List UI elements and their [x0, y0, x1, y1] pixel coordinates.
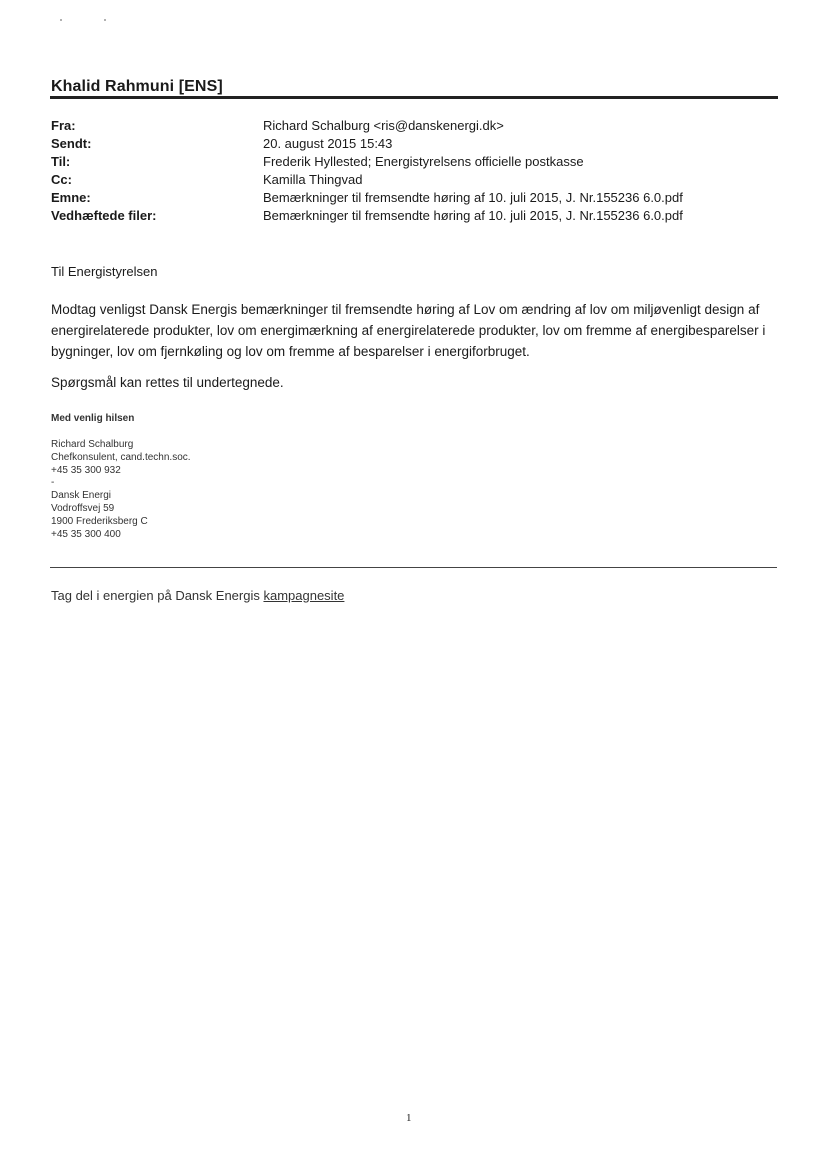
signature-phone: +45 35 300 932: [51, 464, 121, 476]
email-meta-table: [51, 117, 781, 225]
meta-row-from: [51, 117, 781, 135]
signature-company-phone: +45 35 300 400: [51, 528, 121, 540]
meta-label: Sendt:: [51, 136, 92, 151]
meta-value-sent-date: 20. august 2015 15:43: [263, 136, 393, 151]
meta-row-to: [51, 153, 781, 171]
campaign-footer: [51, 588, 344, 603]
meta-value-subject: Bemærkninger til fremsendte høring af 10. juli 2015, J. Nr.155236 6.0.pdf: [263, 190, 683, 205]
signature-block: [51, 439, 191, 541]
meta-row-attachments: [51, 207, 781, 225]
meta-label: Fra:: [51, 118, 76, 133]
signature-street: Vodroffsvej 59: [51, 502, 115, 514]
page-number: 1: [406, 1112, 412, 1124]
meta-value-sender: Richard Schalburg <ris@danskenergi.dk>: [263, 118, 504, 133]
meta-row-subject: [51, 189, 781, 207]
meta-label: Til:: [51, 154, 71, 169]
meta-value-attachment: Bemærkninger til fremsendte høring af 10. juli 2015, J. Nr.155236 6.0.pdf: [263, 208, 683, 223]
message-body: Modtag venligst Dansk Energis bemærkninger til fremsendte høring af Lov om ændring af lov om miljøvenligt design af energirelaterede produkter, lov om energimærkning af energirelaterede produkter, lov om fremme af energibesparelser i bygninger, lov om fjernkøling og lov om fremme af besparelser i energiforbruget.: [51, 302, 766, 359]
header-divider: [50, 96, 778, 99]
meta-label: Emne:: [51, 190, 91, 205]
message-greeting: Til Energistyrelsen: [51, 264, 158, 279]
meta-label: Cc:: [51, 172, 72, 187]
campaign-text: Tag del i energien på Dansk Energis: [51, 588, 264, 603]
signature-company: Dansk Energi: [51, 490, 112, 502]
meta-row-sent: [51, 135, 781, 153]
meta-label: Vedhæftede filer:: [51, 208, 157, 223]
signature-name: Richard Schalburg: [51, 439, 134, 450]
message-question: Spørgsmål kan rettes til undertegnede.: [51, 375, 284, 390]
footer-divider: [50, 567, 777, 568]
meta-value-cc: Kamilla Thingvad: [263, 172, 363, 187]
signature-title: Chefkonsulent, cand.techn.soc.: [51, 451, 191, 463]
mailbox-owner-name: Khalid Rahmuni [ENS]: [51, 78, 223, 95]
signature-separator: -: [51, 477, 55, 489]
meta-row-cc: [51, 171, 781, 189]
campaign-link[interactable]: kampagnesite: [263, 588, 345, 603]
signature-city: 1900 Frederiksberg C: [51, 515, 148, 527]
signature-closing: Med venlig hilsen: [51, 413, 135, 424]
meta-value-recipients: Frederik Hyllested; Energistyrelsens officielle postkasse: [263, 154, 584, 169]
scan-speck: [60, 19, 62, 21]
scan-speck: [104, 19, 106, 21]
